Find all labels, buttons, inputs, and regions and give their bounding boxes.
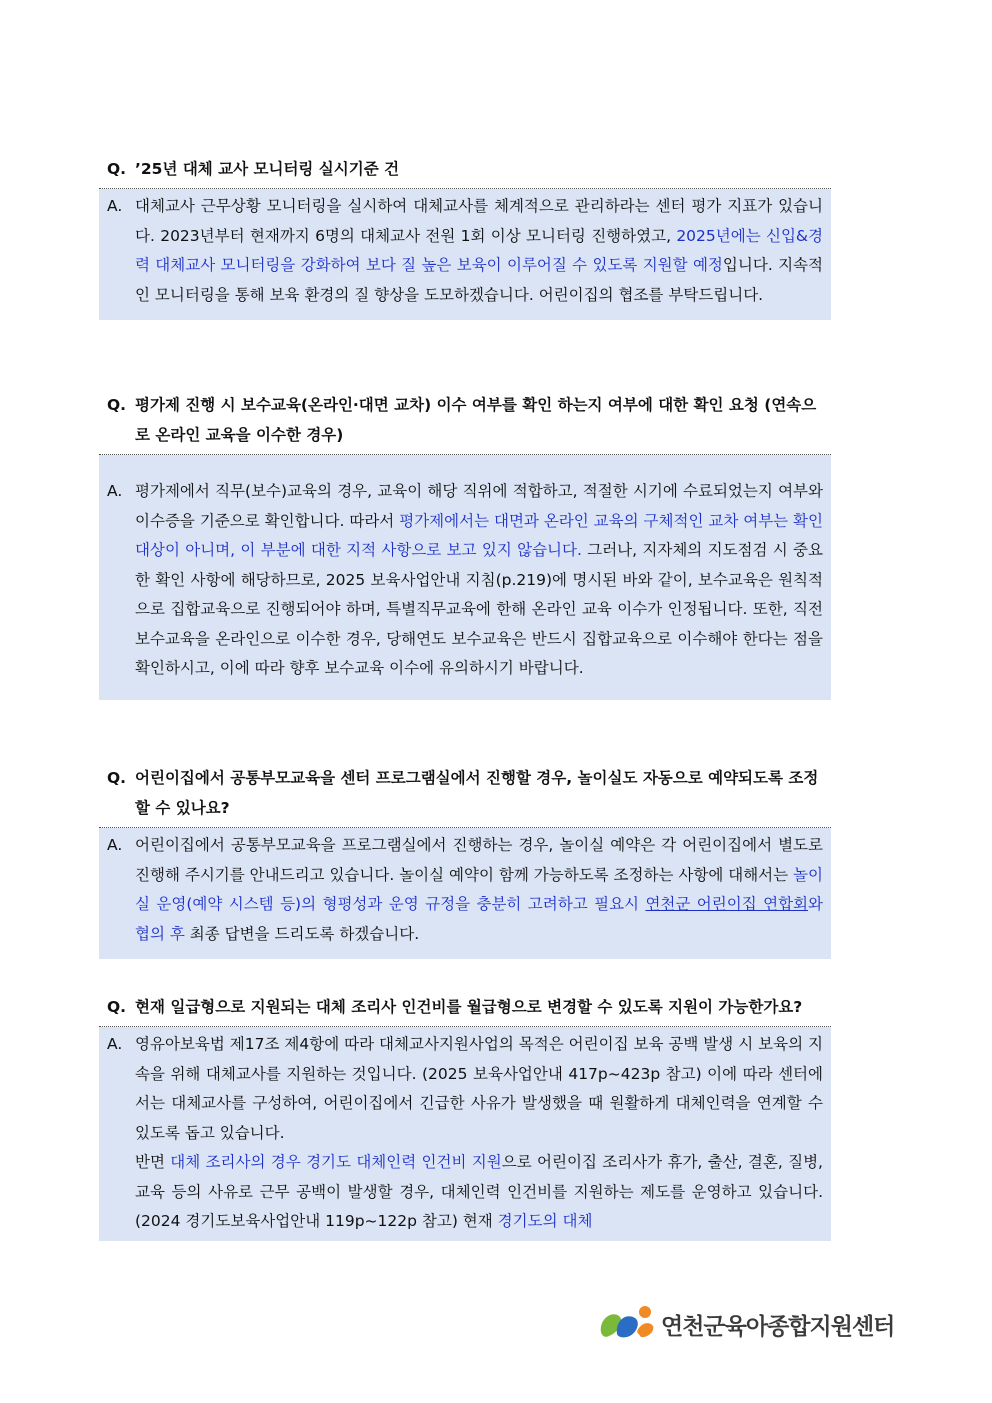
question-mark: Q. (107, 769, 127, 787)
answer-text (135, 831, 823, 949)
question-2 (99, 390, 831, 454)
highlighted-text: 평가제에서는 대면과 온라인 교육의 구체적인 교차 여부는 확인 대상이 아니며, 이 부분에 대한 지적 사항으로 보고 있지 않습니다. (135, 511, 824, 559)
answer-text (135, 477, 823, 684)
question-mark: Q. (107, 998, 127, 1016)
answer-mark: A. (107, 836, 123, 854)
logo-dot-orange (639, 1306, 651, 1318)
highlighted-text: 와 협의 후 (135, 895, 823, 943)
answer-text-run: 평가제에서 직무(보수)교육의 경우, 교육이 해당 직위에 적합하고, 적절한 시기에 수료되었는지 여부와 이수증을 기준으로 확인합니다. 따라서 (135, 482, 823, 530)
answer-mark: A. (107, 482, 123, 500)
qa-block-2 (99, 390, 831, 700)
question-mark: Q. (107, 160, 127, 178)
qa-block-3 (99, 763, 831, 959)
answer-text-run: 입니다. 지속적인 모니터링을 통해 보육 환경의 질 향상을 도모하겠습니다. 어린이집의 협조를 부탁드립니다. (135, 256, 823, 304)
question-text: 현재 일급형으로 지원되는 대체 조리사 인건비를 월급형으로 변경할 수 있도록 지원이 가능한가요? (135, 998, 803, 1016)
footer-logo (597, 1302, 897, 1342)
qa-block-4 (99, 992, 831, 1241)
highlighted-text: 2025년에는 신입&경력 대체교사 모니터링을 강화하여 보다 질 높은 보육이 이루어질 수 있도록 지원할 예정 (135, 226, 823, 274)
answer-mark: A. (107, 1035, 123, 1053)
question-4 (99, 992, 831, 1026)
question-text: ’25년 대체 교사 모니터링 실시기준 건 (135, 160, 400, 178)
org-name: 연천군육아종합지원센터 (661, 1314, 895, 1340)
answer-text-run: 으로 어린이집 조리사가 휴가, 출산, 결혼, 질병, 교육 등의 사유로 근무 공백이 발생할 경우, 대체인력 인건비를 지원하는 제도를 운영하고 있습니다. (2024 경기도보육사업안내 119p~122p 참고) 현재 (135, 1153, 823, 1230)
answer-text-run: 어린이집에서 공통부모교육을 프로그램실에서 진행하는 경우, 놀이실 예약은 각 어린이집에서 별도로 진행해 주시기를 안내드리고 있습니다. 놀이실 예약이 함께 가능하도록 조정하는 사항에 대해서는 (135, 836, 823, 884)
answer-3 (99, 828, 831, 959)
answer-mark: A. (107, 197, 123, 215)
answer-text-run: 영유아보육법 제17조 제4항에 따라 대체교사지원사업의 목적은 어린이집 보육 공백 발생 시 보육의 지속을 위해 대체교사를 지원하는 것입니다. (2025 보육사업안내 417p~423p 참고) 이에 따라 센터에서는 대체교사를 구성하여, 어린이집에서 긴급한 사유가 발생했을 때 원활하게 대체인력을 연계할 수 있도록 돕고 있습니다. (135, 1035, 823, 1142)
highlighted-text: 놀이실 운영(예약 시스템 등)의 형평성과 운영 규정을 충분히 고려하고 필요시 (135, 865, 823, 913)
answer-paragraph-1 (135, 1030, 823, 1148)
org-logo-icon (597, 1302, 659, 1342)
question-3 (99, 763, 831, 827)
answer-text-run: 반면 (135, 1153, 171, 1171)
question-text: 평가제 진행 시 보수교육(온라인·대면 교차) 이수 여부를 확인 하는지 여부에 대한 확인 요청 (연속으로 온라인 교육을 이수한 경우) (135, 396, 817, 444)
answer-text-run: 그러나, 지자체의 지도점검 시 중요한 확인 사항에 해당하므로, 2025 보육사업안내 지침(p.219)에 명시된 바와 같이, 보수교육은 원칙적으로 집합교육으로 진행되어야 하며, 특별직무교육에 한해 온라인 교육 이수가 인정됩니다. 또한, 직전 보수교육을 온라인으로 이수한 경우, 당해연도 보수교육은 반드시 집합교육으로 이수해야 한다는 점을 확인하시고, 이에 따라 향후 보수교육 이수에 유의하시기 바랍니다. (135, 541, 824, 677)
answer-1 (99, 189, 831, 320)
answer-text-run: 대체교사 근무상황 모니터링을 실시하여 대체교사를 체계적으로 관리하라는 센터 평가 지표가 있습니다. 2023년부터 현재까지 6명의 대체교사 전원 1회 이상 모니터링 진행하였고, (135, 197, 823, 245)
answer-4 (99, 1027, 831, 1241)
answer-text-run: 최종 답변을 드리도록 하겠습니다. (184, 924, 420, 943)
highlighted-text: 대체 조리사의 경우 경기도 대체인력 인건비 지원 (170, 1153, 502, 1171)
answer-2 (99, 455, 831, 700)
answer-paragraph-2 (135, 1148, 823, 1237)
highlighted-text: 경기도의 대체 (497, 1212, 593, 1230)
question-1 (99, 154, 831, 188)
highlighted-text: 연천군 어린이집 연합회 (645, 895, 809, 913)
logo-swirl-orange (637, 1323, 653, 1337)
qa-block-1 (99, 154, 831, 320)
question-text: 어린이집에서 공통부모교육을 센터 프로그램실에서 진행할 경우, 놀이실도 자동으로 예약되도록 조정할 수 있나요? (135, 769, 819, 817)
question-mark: Q. (107, 396, 127, 414)
answer-text (135, 192, 823, 310)
